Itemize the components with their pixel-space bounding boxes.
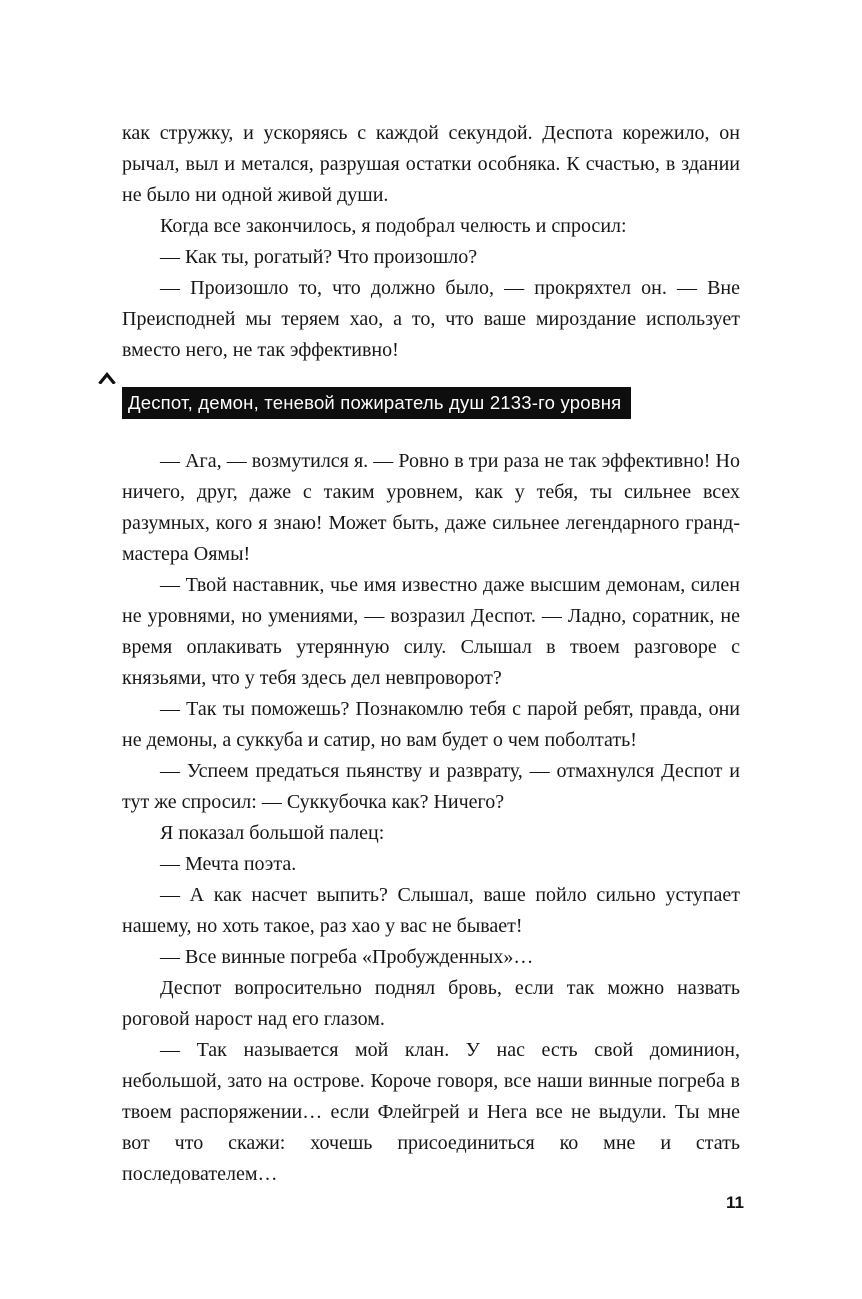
paragraphs-after-status (122, 446, 740, 1190)
paragraph: как стружку, и ускоряясь с каждой секундой. Деспота корежило, он рычал, выл и метался, разрушая остатки особняка. К счастью, в здании не было ни одной живой души. (122, 122, 740, 206)
paragraph: Я показал большой палец: (160, 822, 385, 845)
paragraph: — Так называется мой клан. У нас есть свой доминион, небольшой, зато на острове. Короче говоря, все наши винные погреба в твоем распоряжении… если Флейгрей и Нега все не выдули. Ты мне вот что скажи: хочешь присоединиться ко мне и стать последователем… (122, 1039, 740, 1186)
paragraph: — Так ты поможешь? Познакомлю тебя с парой ребят, правда, они не демоны, а суккуба и сатир, но вам будет о чем поболтать! (122, 698, 740, 752)
paragraph: Деспот вопросительно поднял бровь, если так можно назвать роговой нарост над его глазом. (122, 977, 740, 1031)
status-box (122, 387, 631, 419)
chevron-up-icon (98, 371, 116, 383)
paragraph: — Произошло то, что должно было, — прокряхтел он. — Вне Преисподней мы теряем хао, а то, что ваше мироздание использует вместо него, не так эффективно! (122, 277, 740, 361)
status-box-row (122, 387, 740, 419)
status-box-text: Деспот, демон, теневой пожиратель душ 2133-го уровня (128, 392, 622, 413)
paragraph: — Твой наставник, чье имя известно даже высшим демонам, силен не уровнями, но умениями, — возразил Деспот. — Ладно, соратник, не время оплакивать утерянную силу. Слышал в твоем разговоре с князьями, что у тебя здесь дел невпроворот? (122, 574, 740, 690)
paragraphs-before-status (122, 118, 740, 366)
paragraph: — Все винные погреба «Пробужденных»… (160, 946, 534, 969)
paragraph: — Успеем предаться пьянству и разврату, — отмахнулся Деспот и тут же спросил: — Суккубочка как? Ничего? (122, 760, 740, 814)
text-block (122, 118, 740, 1190)
paragraph: Когда все закончилось, я подобрал челюсть и спросил: (160, 215, 627, 237)
paragraph: — А как насчет выпить? Слышал, ваше пойло сильно уступает нашему, но хоть такое, раз хао у вас не бывает! (122, 884, 740, 938)
page-number: 11 (726, 1193, 744, 1212)
paragraph: — Мечта поэта. (160, 853, 297, 876)
paragraph: — Ага, — возмутился я. — Ровно в три раза не так эффективно! Но ничего, друг, даже с таким уровнем, как у тебя, ты сильнее всех разумных, кого я знаю! Может быть, даже сильнее легендарного гранд-мастера Оямы! (122, 450, 740, 566)
paragraph: — Как ты, рогатый? Что произошло? (160, 246, 478, 268)
